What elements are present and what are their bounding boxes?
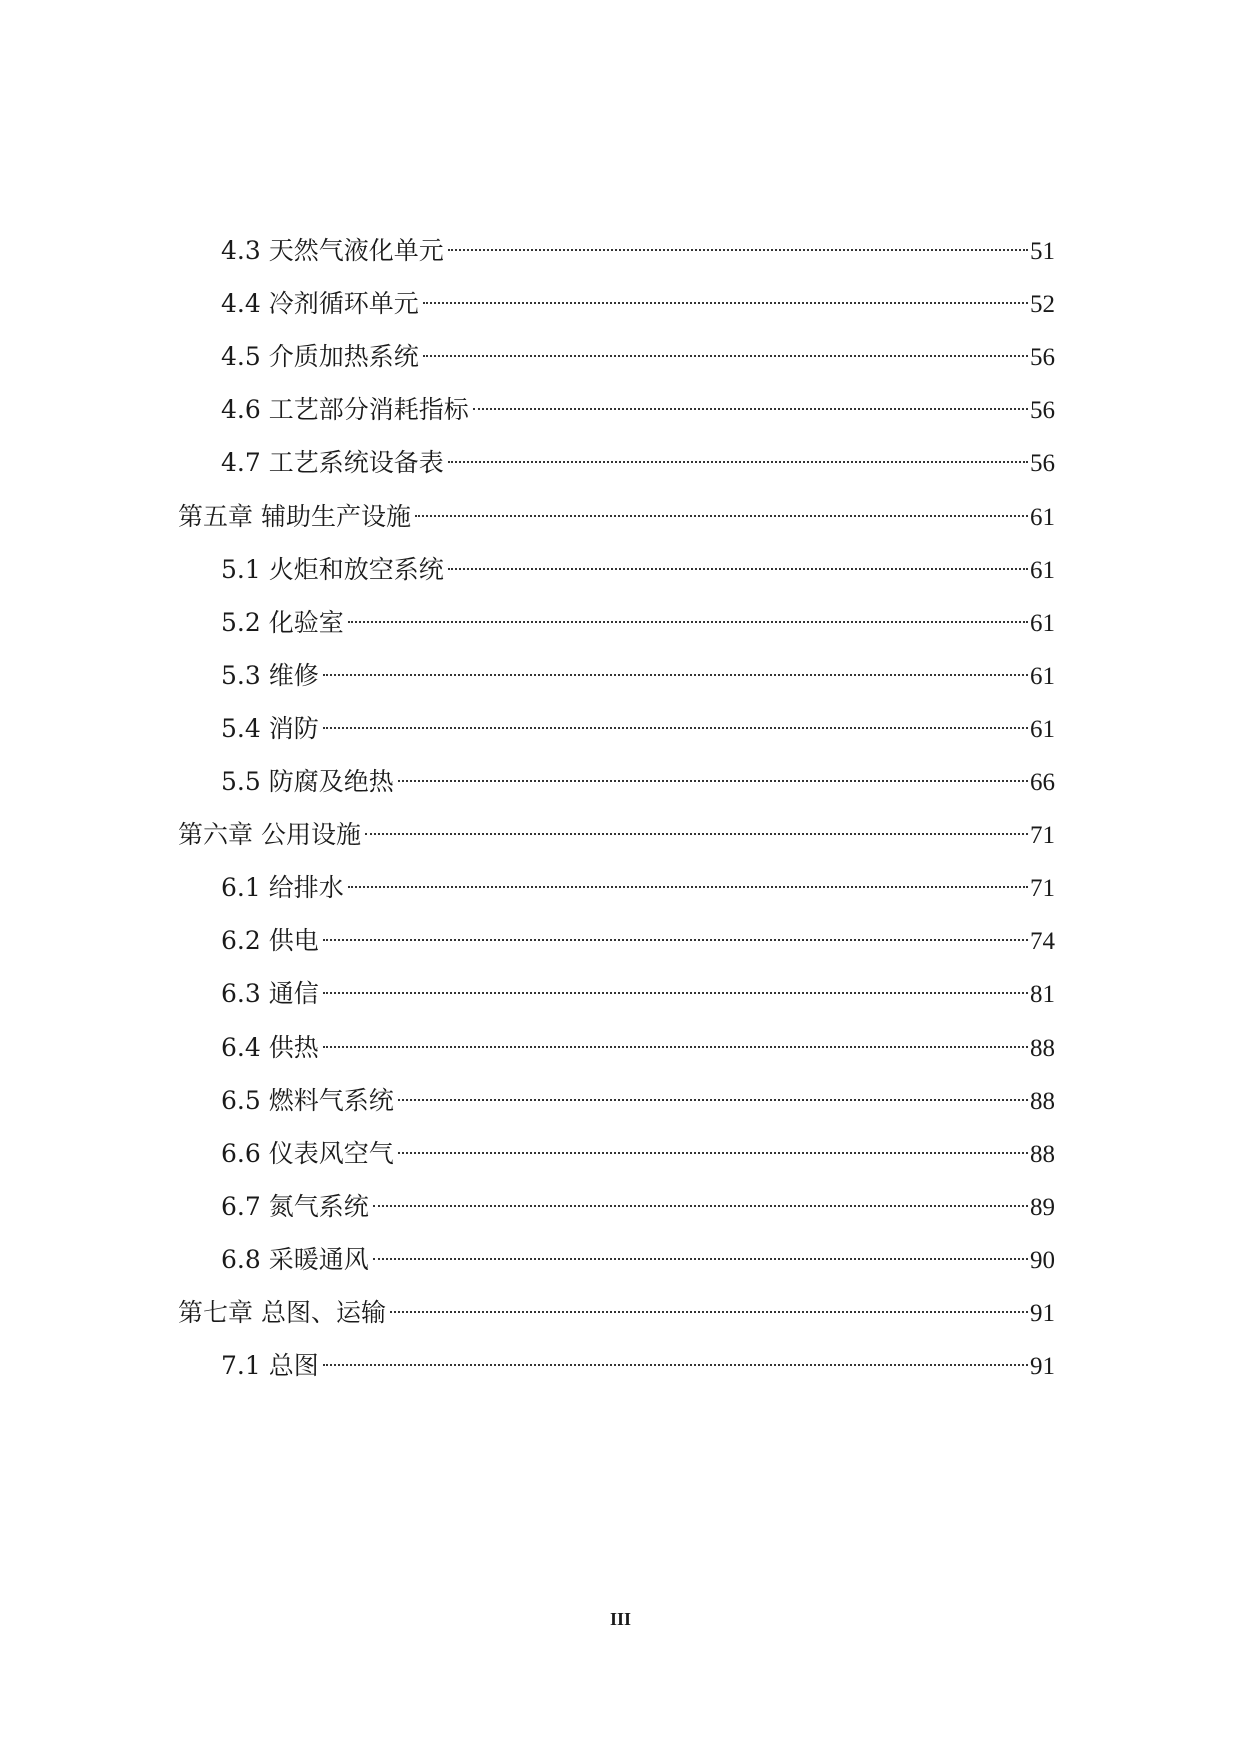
toc-section-entry[interactable] <box>221 431 1055 477</box>
toc-entry-page-number: 66 <box>1030 769 1055 796</box>
toc-entry-page-number: 89 <box>1030 1194 1055 1221</box>
toc-chapter-entry[interactable] <box>178 803 1055 849</box>
toc-entry-page-number: 56 <box>1030 450 1055 477</box>
toc-chapter-entry[interactable] <box>178 485 1055 531</box>
dot-leader <box>473 378 1028 418</box>
toc-entry-page-number: 61 <box>1030 663 1055 690</box>
toc-section-entry[interactable] <box>221 644 1055 690</box>
toc-entry-title: 4.7 工艺系统设备表 <box>221 448 444 477</box>
toc-section-entry[interactable] <box>221 750 1055 796</box>
dot-leader <box>323 1016 1028 1056</box>
dot-leader <box>365 803 1028 843</box>
toc-entry-title: 5.2 化验室 <box>221 608 344 637</box>
toc-entry-page-number: 61 <box>1030 504 1055 531</box>
toc-section-entry[interactable] <box>221 909 1055 955</box>
toc-entry-title: 4.5 介质加热系统 <box>221 342 419 371</box>
dot-leader <box>423 272 1028 312</box>
toc-entry-title: 第六章 公用设施 <box>178 820 361 849</box>
toc-entry-title: 6.7 氮气系统 <box>221 1192 369 1221</box>
toc-section-entry[interactable] <box>221 962 1055 1008</box>
toc-entry-page-number: 61 <box>1030 610 1055 637</box>
toc-section-entry[interactable] <box>221 1016 1055 1062</box>
dot-leader <box>448 431 1028 471</box>
dot-leader <box>423 325 1028 365</box>
toc-entry-title: 4.4 冷剂循环单元 <box>221 289 419 318</box>
toc-entry-page-number: 90 <box>1030 1247 1055 1274</box>
toc-entry-page-number: 81 <box>1030 981 1055 1008</box>
toc-entry-page-number: 88 <box>1030 1035 1055 1062</box>
dot-leader <box>398 750 1028 790</box>
toc-section-entry[interactable] <box>221 1334 1055 1380</box>
dot-leader <box>398 1122 1028 1162</box>
dot-leader <box>348 591 1028 631</box>
dot-leader <box>323 909 1028 949</box>
dot-leader <box>448 538 1028 578</box>
toc-entry-title: 第七章 总图、运输 <box>178 1298 386 1327</box>
toc-entry-title: 5.1 火炬和放空系统 <box>221 555 444 584</box>
toc-entry-title: 7.1 总图 <box>221 1351 319 1380</box>
dot-leader <box>415 485 1028 525</box>
toc-entry-page-number: 88 <box>1030 1141 1055 1168</box>
toc-section-entry[interactable] <box>221 1175 1055 1221</box>
toc-section-entry[interactable] <box>221 1228 1055 1274</box>
toc-entry-title: 6.6 仪表风空气 <box>221 1139 394 1168</box>
toc-section-entry[interactable] <box>221 591 1055 637</box>
toc-entry-page-number: 91 <box>1030 1300 1055 1327</box>
toc-entry-title: 5.3 维修 <box>221 661 319 690</box>
toc-section-entry[interactable] <box>221 219 1055 265</box>
toc-chapter-entry[interactable] <box>178 1281 1055 1327</box>
dot-leader <box>398 1069 1028 1109</box>
toc-entry-page-number: 51 <box>1030 238 1055 265</box>
toc-section-entry[interactable] <box>221 1122 1055 1168</box>
toc-entry-page-number: 74 <box>1030 928 1055 955</box>
toc-section-entry[interactable] <box>221 325 1055 371</box>
toc-section-entry[interactable] <box>221 272 1055 318</box>
toc-entry-title: 4.6 工艺部分消耗指标 <box>221 395 469 424</box>
toc-entry-page-number: 61 <box>1030 716 1055 743</box>
toc-entry-page-number: 61 <box>1030 557 1055 584</box>
toc-section-entry[interactable] <box>221 856 1055 902</box>
toc-entry-title: 5.4 消防 <box>221 714 319 743</box>
dot-leader <box>323 644 1028 684</box>
toc-entry-page-number: 91 <box>1030 1353 1055 1380</box>
toc-entry-page-number: 52 <box>1030 291 1055 318</box>
toc-entry-title: 第五章 辅助生产设施 <box>178 502 411 531</box>
toc-entry-page-number: 56 <box>1030 344 1055 371</box>
toc-entry-title: 5.5 防腐及绝热 <box>221 767 394 796</box>
toc-entry-page-number: 56 <box>1030 397 1055 424</box>
toc-entry-page-number: 71 <box>1030 875 1055 902</box>
toc-entry-title: 6.4 供热 <box>221 1033 319 1062</box>
toc-entry-page-number: 71 <box>1030 822 1055 849</box>
dot-leader <box>373 1228 1028 1268</box>
toc-section-entry[interactable] <box>221 1069 1055 1115</box>
page-number-footer: III <box>609 1609 631 1629</box>
toc-section-entry[interactable] <box>221 378 1055 424</box>
toc-section-entry[interactable] <box>221 697 1055 743</box>
dot-leader <box>323 1334 1028 1374</box>
toc-entry-title: 6.2 供电 <box>221 926 319 955</box>
toc-entry-title: 4.3 天然气液化单元 <box>221 236 444 265</box>
dot-leader <box>323 697 1028 737</box>
toc-section-entry[interactable] <box>221 538 1055 584</box>
dot-leader <box>373 1175 1028 1215</box>
toc-entry-page-number: 88 <box>1030 1088 1055 1115</box>
dot-leader <box>390 1281 1028 1321</box>
toc-entry-title: 6.3 通信 <box>221 979 319 1008</box>
dot-leader <box>323 962 1028 1002</box>
toc-entry-title: 6.1 给排水 <box>221 873 344 902</box>
toc-entry-title: 6.5 燃料气系统 <box>221 1086 394 1115</box>
dot-leader <box>348 856 1028 896</box>
dot-leader <box>448 219 1028 259</box>
toc-entry-title: 6.8 采暖通风 <box>221 1245 369 1274</box>
